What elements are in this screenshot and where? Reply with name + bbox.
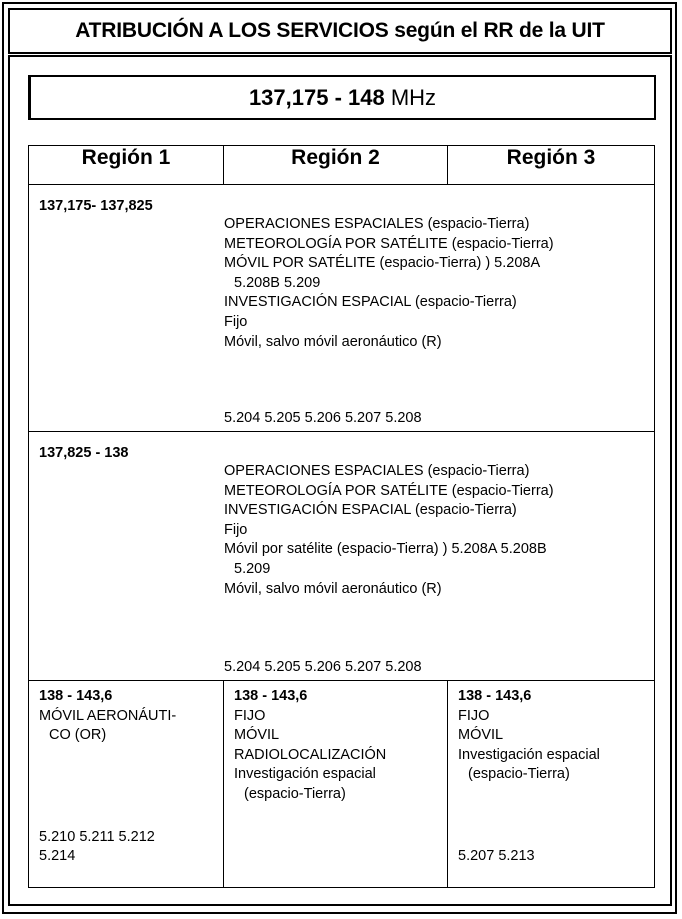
allocation-table xyxy=(28,145,655,888)
service-item: 5.209 xyxy=(234,560,271,577)
service-list xyxy=(224,462,554,599)
frequency-range: 138 - 143,6 xyxy=(458,688,532,704)
service-item: OPERACIONES ESPACIALES (espacio-Tierra) xyxy=(224,216,530,232)
service-item: Móvil por satélite (espacio-Tierra) ) 5.208A 5.208B xyxy=(224,541,547,558)
service-item: METEOROLOGÍA POR SATÉLITE (espacio-Tierra) xyxy=(224,482,554,499)
table-row xyxy=(29,681,655,888)
service-item: MÓVIL xyxy=(234,727,280,744)
allocation-cell-region-1 xyxy=(29,681,223,887)
footnote-line: 5.207 5.213 xyxy=(458,848,535,865)
service-item: (espacio-Tierra) xyxy=(468,766,570,783)
table-row xyxy=(29,185,655,432)
allocation-cell-all-regions xyxy=(29,432,654,680)
frequency-range: 138 - 143,6 xyxy=(234,688,308,704)
column-header-region-3: Región 3 xyxy=(448,146,655,185)
service-item: INVESTIGACIÓN ESPACIAL (espacio-Tierra) xyxy=(224,502,517,519)
service-item: Fijo xyxy=(224,313,248,330)
service-item: RADIOLOCALIZACIÓN xyxy=(234,746,387,763)
footnotes: 5.204 5.205 5.206 5.207 5.208 xyxy=(224,410,422,427)
table-header-row xyxy=(29,146,655,185)
frequency-range: 138 - 143,6 xyxy=(39,688,113,704)
frequency-range: 137,825 - 138 xyxy=(39,445,129,461)
service-item: MÓVIL AERONÁUTI- xyxy=(39,707,177,724)
page-title xyxy=(8,8,672,54)
service-item: 5.208B 5.209 xyxy=(234,274,321,291)
page-title-text: ATRIBUCIÓN A LOS SERVICIOS según el RR de la UIT xyxy=(75,19,605,42)
footnotes: 5.204 5.205 5.206 5.207 5.208 xyxy=(224,659,422,676)
table-row xyxy=(29,432,655,681)
column-header-region-1: Región 1 xyxy=(29,146,224,185)
service-item: METEOROLOGÍA POR SATÉLITE (espacio-Tierra) xyxy=(224,235,554,252)
service-item: FIJO xyxy=(234,707,266,724)
footnotes xyxy=(39,828,155,867)
service-list xyxy=(224,215,554,352)
service-item: FIJO xyxy=(458,707,490,724)
service-item: Fijo xyxy=(224,521,248,538)
allocation-cell-all-regions xyxy=(29,185,654,431)
frequency-range: 137,175- 137,825 xyxy=(39,198,153,214)
service-item: INVESTIGACIÓN ESPACIAL (espacio-Tierra) xyxy=(224,294,517,311)
footnotes xyxy=(458,847,535,867)
service-item: Investigación espacial xyxy=(234,766,376,783)
service-item: OPERACIONES ESPACIALES (espacio-Tierra) xyxy=(224,463,530,479)
allocation-cell-region-3 xyxy=(448,681,654,887)
service-item: Móvil, salvo móvil aeronáutico (R) xyxy=(224,333,442,350)
column-header-region-2: Región 2 xyxy=(224,146,448,185)
footnote-line: 5.214 xyxy=(39,848,76,865)
service-item: MÓVIL xyxy=(458,727,504,744)
band-unit: MHz xyxy=(390,84,437,110)
band-title xyxy=(28,75,656,120)
footnote-line: 5.210 5.211 5.212 xyxy=(39,828,155,845)
allocation-cell-region-2 xyxy=(224,681,447,887)
service-item: MÓVIL POR SATÉLITE (espacio-Tierra) ) 5.208A xyxy=(224,255,541,272)
service-item: (espacio-Tierra) xyxy=(244,785,346,802)
band-range: 137,175 - 148 xyxy=(248,84,385,110)
service-item: Móvil, salvo móvil aeronáutico (R) xyxy=(224,580,442,597)
service-item: CO (OR) xyxy=(49,727,107,744)
service-item: Investigación espacial xyxy=(458,746,600,763)
